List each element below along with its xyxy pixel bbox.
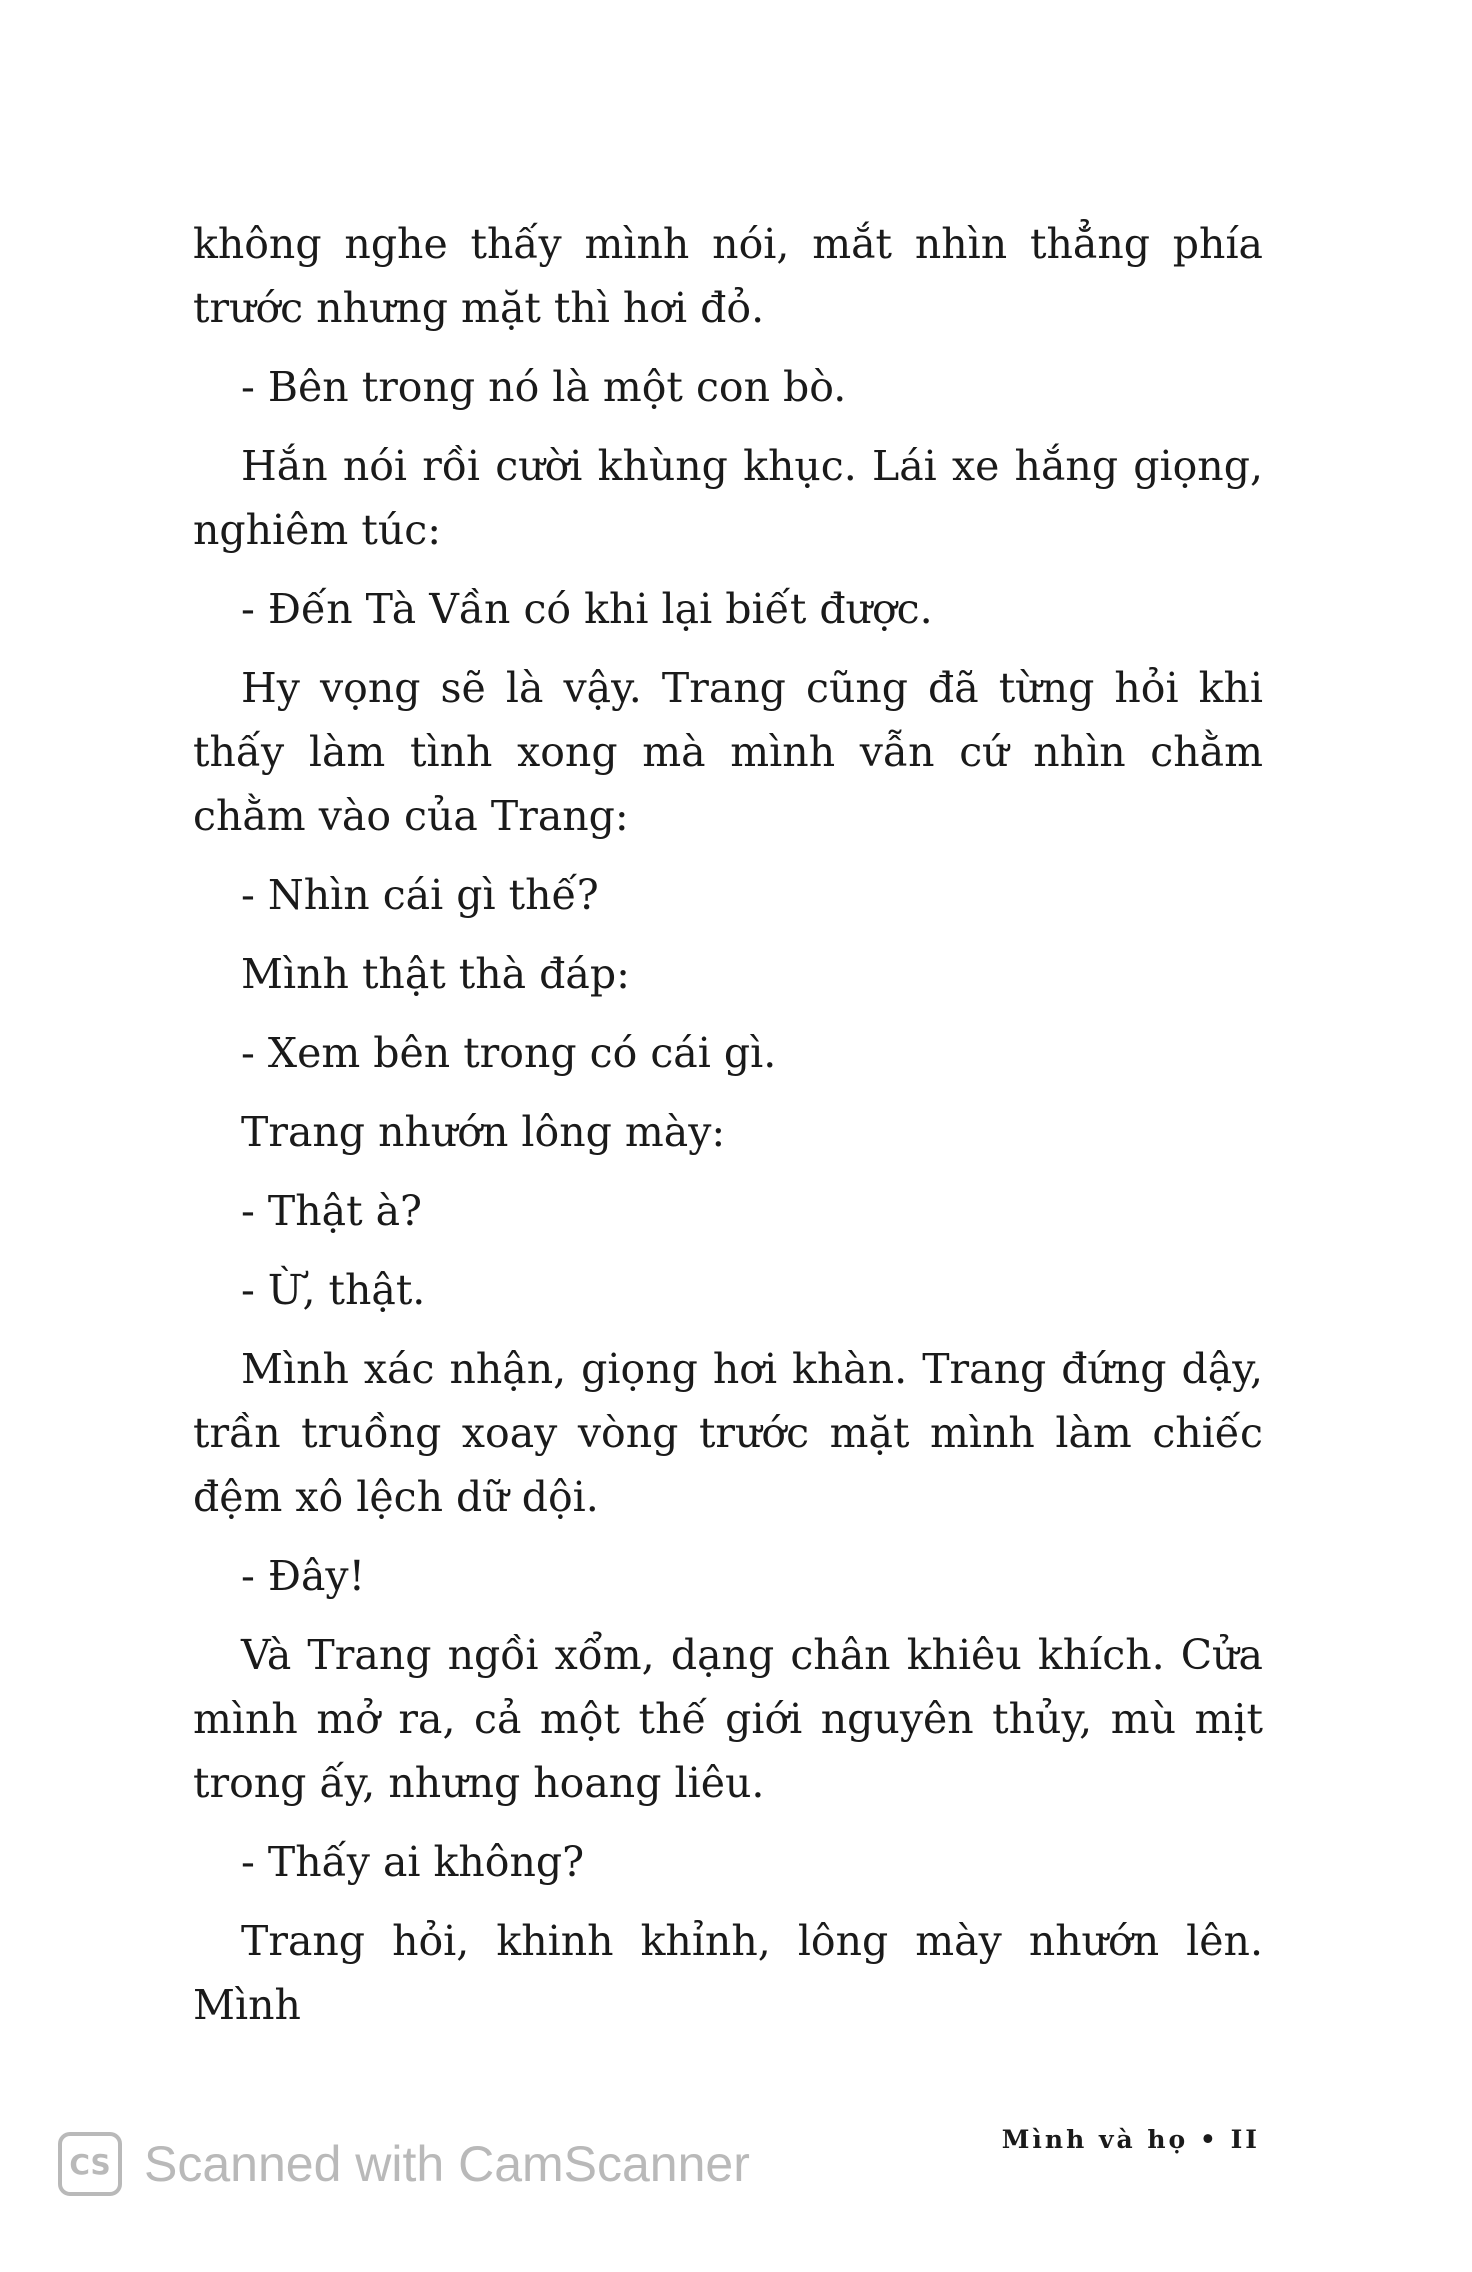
- paragraph: Và Trang ngồi xổm, dạng chân khiêu khích. Cửa mình mở ra, cả một thế giới nguyên thủy, mù mịt trong ấy, nhưng hoang liêu.: [193, 1631, 1263, 1807]
- paragraph: không nghe thấy mình nói, mắt nhìn thẳng phía trước nhưng mặt thì hơi đỏ.: [193, 220, 1263, 332]
- camscanner-watermark: [58, 2132, 750, 2196]
- paragraph: Trang hỏi, khinh khỉnh, lông mày nhướn lên. Mình: [193, 1917, 1263, 2029]
- camscanner-logo-icon: CS: [58, 2132, 122, 2196]
- paragraph: - Đây!: [241, 1552, 366, 1600]
- paragraph: - Thấy ai không?: [241, 1838, 585, 1886]
- paragraph: Hắn nói rồi cười khùng khục. Lái xe hắng giọng, nghiêm túc:: [193, 442, 1263, 554]
- paragraph: Mình xác nhận, giọng hơi khàn. Trang đứng dậy, trần truồng xoay vòng trước mặt mình làm chiếc đệm xô lệch dữ dội.: [193, 1345, 1263, 1521]
- body-text: [193, 212, 1263, 2037]
- paragraph: Mình thật thà đáp:: [241, 950, 630, 998]
- paragraph: - Bên trong nó là một con bò.: [241, 363, 847, 411]
- paragraph: Trang nhướn lông mày:: [241, 1108, 726, 1156]
- paragraph: - Nhìn cái gì thế?: [241, 871, 599, 919]
- paragraph: - Đến Tà Vần có khi lại biết được.: [241, 585, 933, 633]
- paragraph: - Xem bên trong có cái gì.: [241, 1029, 777, 1077]
- running-footer: Mình và họ • II: [1001, 2125, 1260, 2154]
- watermark-text: Scanned with CamScanner: [144, 2136, 750, 2192]
- paragraph: Hy vọng sẽ là vậy. Trang cũng đã từng hỏi khi thấy làm tình xong mà mình vẫn cứ nhìn chằm chằm vào của Trang:: [193, 664, 1263, 840]
- paragraph: - Thật à?: [241, 1187, 423, 1235]
- paragraph: - Ừ, thật.: [241, 1266, 426, 1314]
